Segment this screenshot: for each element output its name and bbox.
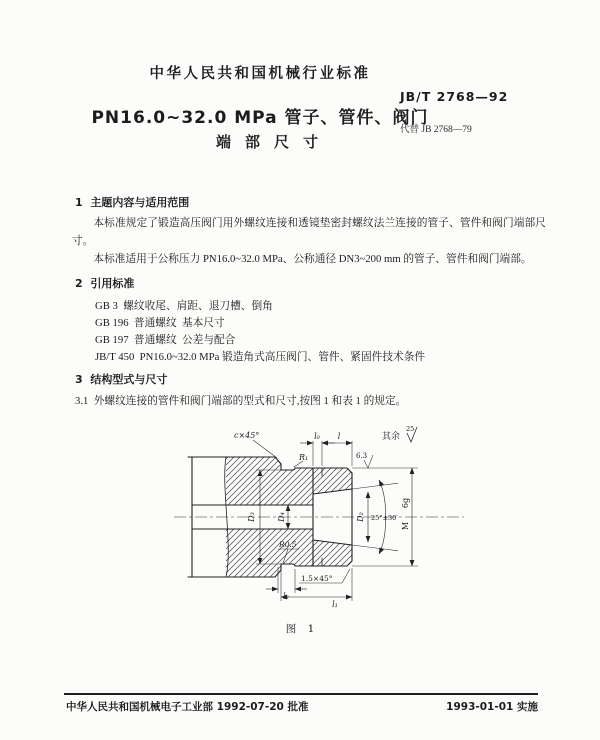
section2-heading: 2 引用标准 <box>75 277 135 290</box>
roughness-25-label: 25 <box>406 425 415 433</box>
standard-org-line: 中华人民共和国机械行业标准 <box>149 66 371 82</box>
implementation-line: 1993-01-01 实施 <box>446 701 538 713</box>
replaces-note: 代替 JB 2768—79 <box>400 125 472 135</box>
chamfer-end-label: 1.5×45° <box>301 574 333 583</box>
section1-heading: 1 主题内容与适用范围 <box>75 196 190 209</box>
figure-1-drawing <box>150 415 470 645</box>
approval-line: 中华人民共和国机械电子工业部 1992-07-20 批准 <box>66 701 309 713</box>
standard-number: JB/T 2768—92 <box>400 89 509 104</box>
roughness-6-3-label: 6.3 <box>356 452 368 460</box>
dim-d4-label: D₄ <box>277 512 286 522</box>
thread-m-label: M <box>401 521 410 531</box>
reference-item: GB 196 普通螺纹 基本尺寸 <box>95 317 225 329</box>
dim-l1-label: l₁ <box>332 600 338 609</box>
other-surfaces-label: 其余 <box>382 432 401 442</box>
standard-title-line2: 端部尺寸 <box>215 133 332 151</box>
figure-caption: 图 1 <box>285 623 319 635</box>
clause-3-1: 3.1 外螺纹连接的管件和阀门端部的型式和尺寸,按图 1 和表 1 的规定。 <box>75 395 407 407</box>
reference-item: GB 3 螺纹收尾、肩距、退刀槽、倒角 <box>95 300 273 312</box>
dim-l2-label: l₂ <box>283 592 289 601</box>
chamfer-c-label: c×45° <box>234 431 260 440</box>
section3-heading: 3 结构型式与尺寸 <box>75 373 168 386</box>
dim-d3-label: D₃ <box>247 512 256 522</box>
section1-paragraph2: 本标准适用于公称压力 PN16.0~32.0 MPa、公称通径 DN3~200 mm 的管子、管件和阀门端部。 <box>93 253 532 265</box>
radius-r1-label: R₁ <box>299 453 309 462</box>
reference-item: JB/T 450 PN16.0~32.0 MPa 锻造角式高压阀门、管件、紧固件技术条件 <box>95 351 426 363</box>
cone-angle-label: 25°±30′ <box>371 514 398 522</box>
footer-rule <box>64 693 538 695</box>
standard-title-line1: PN16.0~32.0 MPa 管子、管件、阀门 <box>91 108 429 128</box>
reference-item: GB 197 普通螺纹 公差与配合 <box>95 334 236 346</box>
dim-l0-label: l₀ <box>314 432 320 441</box>
section1-paragraph1: 本标准规定了锻造高压阀门用外螺纹连接和透镜垫密封螺纹法兰连接的管子、管件和阀门端部尺寸。 <box>72 217 546 247</box>
thread-fit-label: 6g <box>401 497 410 509</box>
dim-d2-label: D₂ <box>356 512 365 522</box>
radius-r05-label: R0.5 <box>279 540 297 549</box>
dim-l-label: l <box>337 432 341 441</box>
